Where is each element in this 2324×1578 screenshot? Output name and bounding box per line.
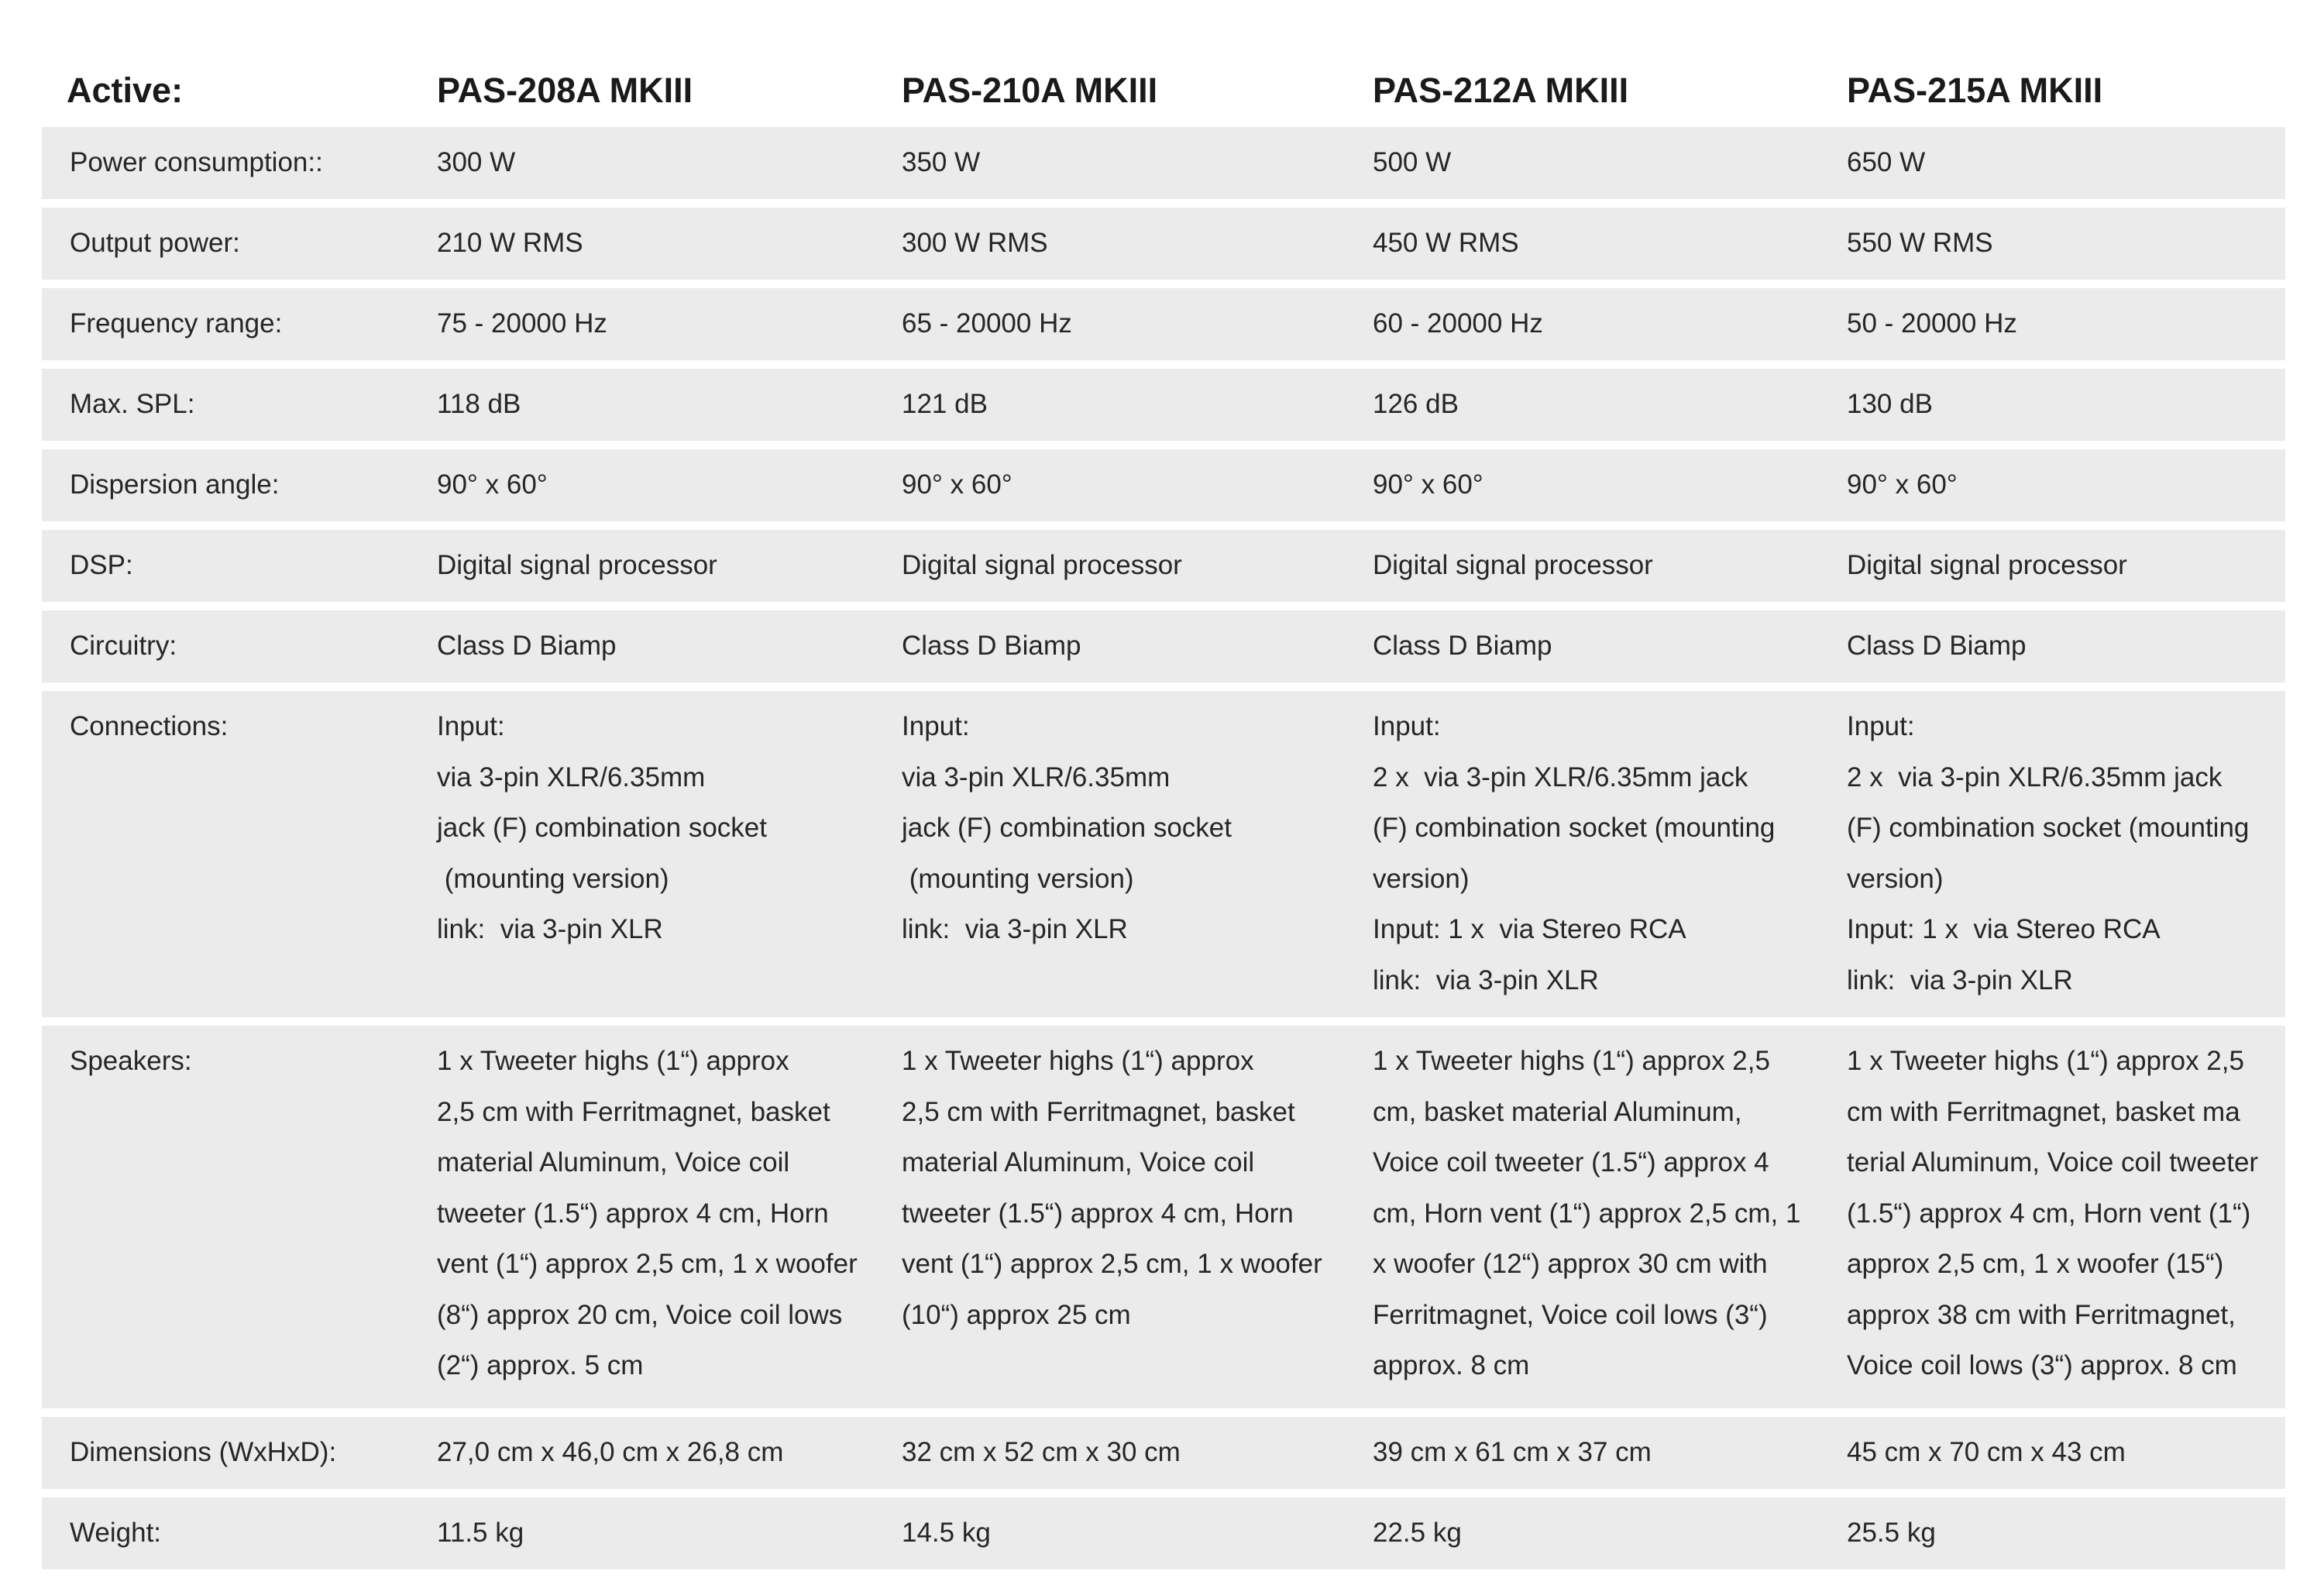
speakers-line: Voice coil tweeter (1.5“) approx 4 xyxy=(1373,1147,1769,1177)
row-label: Speakers: xyxy=(70,1046,192,1076)
speakers-line: material Aluminum, Voice coil xyxy=(437,1147,790,1177)
connections-line: Input: 1 x via Stereo RCA xyxy=(1373,914,1686,944)
speakers-cell xyxy=(1820,1026,2285,1407)
speakers-line: Voice coil lows (3“) approx. 8 cm xyxy=(1847,1350,2237,1380)
connections-line: version) xyxy=(1847,863,1944,894)
header-model-pas-215a: PAS-215A MKIII xyxy=(1847,70,2103,110)
connections-line: Input: 1 x via Stereo RCA xyxy=(1847,914,2161,944)
speakers-line: cm with Ferritmagnet, basket ma xyxy=(1847,1096,2240,1127)
row-value: 126 dB xyxy=(1373,389,1459,419)
speakers-line: approx 2,5 cm, 1 x woofer (15“) xyxy=(1847,1249,2224,1279)
row-value: Class D Biamp xyxy=(1373,631,1552,661)
connections-line: (F) combination socket (mounting xyxy=(1373,813,1776,843)
speakers-line: 1 x Tweeter highs (1“) approx xyxy=(437,1046,789,1076)
row-label: Weight: xyxy=(70,1518,162,1548)
row-value: Digital signal processor xyxy=(1373,550,1653,580)
row-value: 90° x 60° xyxy=(902,469,1012,500)
row-label: DSP: xyxy=(70,550,133,580)
row-label: Power consumption:: xyxy=(70,147,323,177)
speakers-line: approx 38 cm with Ferritmagnet, xyxy=(1847,1299,2236,1330)
speakers-line: Ferritmagnet, Voice coil lows (3“) xyxy=(1373,1299,1768,1330)
row-dimensions xyxy=(42,1417,2285,1489)
connections-line: jack (F) combination socket xyxy=(437,813,767,843)
row-frequency-range xyxy=(42,288,2285,360)
row-value: 75 - 20000 Hz xyxy=(437,308,607,339)
connections-line: Input: xyxy=(902,711,970,741)
speakers-line: x woofer (12“) approx 30 cm with xyxy=(1373,1249,1768,1279)
speakers-line: 1 x Tweeter highs (1“) approx xyxy=(902,1046,1254,1076)
row-value: 90° x 60° xyxy=(1373,469,1483,500)
speakers-line: 2,5 cm with Ferritmagnet, basket xyxy=(437,1096,830,1127)
speakers-line: material Aluminum, Voice coil xyxy=(902,1147,1255,1177)
speakers-line: (2“) approx. 5 cm xyxy=(437,1350,644,1380)
speakers-line: tweeter (1.5“) approx 4 cm, Horn xyxy=(437,1198,829,1229)
row-max-spl xyxy=(42,369,2285,441)
connections-line: version) xyxy=(1373,863,1470,894)
row-value: 300 W RMS xyxy=(902,228,1048,258)
row-circuitry xyxy=(42,610,2285,682)
row-value: 60 - 20000 Hz xyxy=(1373,308,1543,339)
row-value: 300 W xyxy=(437,147,516,177)
connections-line: Input: xyxy=(1373,711,1441,741)
row-label: Dispersion angle: xyxy=(70,469,280,500)
connections-line: 2 x via 3-pin XLR/6.35mm jack xyxy=(1847,761,2223,792)
row-value: 210 W RMS xyxy=(437,228,583,258)
row-value: 450 W RMS xyxy=(1373,228,1519,258)
row-value: 90° x 60° xyxy=(437,469,548,500)
connections-cell xyxy=(1346,691,1820,1021)
row-power-consumption xyxy=(42,127,2285,199)
row-label: Output power: xyxy=(70,228,240,258)
connections-line: link: via 3-pin XLR xyxy=(1847,964,2073,995)
row-value: 14.5 kg xyxy=(902,1518,991,1548)
speakers-cell xyxy=(874,1026,1346,1356)
row-value: Digital signal processor xyxy=(437,550,717,580)
speakers-line: cm, basket material Aluminum, xyxy=(1373,1096,1742,1127)
row-output-power xyxy=(42,208,2285,280)
speakers-line: (8“) approx 20 cm, Voice coil lows xyxy=(437,1299,843,1330)
connections-cell xyxy=(874,691,1346,971)
speakers-line: 1 x Tweeter highs (1“) approx 2,5 xyxy=(1373,1046,1770,1076)
row-value: Class D Biamp xyxy=(902,631,1081,661)
row-value: 500 W xyxy=(1373,147,1452,177)
row-value: Class D Biamp xyxy=(1847,631,2027,661)
row-value: 25.5 kg xyxy=(1847,1518,1936,1548)
row-value: 65 - 20000 Hz xyxy=(902,308,1072,339)
row-value: 45 cm x 70 cm x 43 cm xyxy=(1847,1437,2126,1467)
connections-line: Input: xyxy=(437,711,505,741)
row-label: Frequency range: xyxy=(70,308,283,339)
speakers-line: approx. 8 cm xyxy=(1373,1350,1530,1380)
speakers-line: vent (1“) approx 2,5 cm, 1 x woofer xyxy=(902,1249,1322,1279)
row-label: Circuitry: xyxy=(70,631,177,661)
speakers-line: 2,5 cm with Ferritmagnet, basket xyxy=(902,1096,1295,1127)
connections-line: Input: xyxy=(1847,711,1915,741)
row-value: 130 dB xyxy=(1847,389,1933,419)
spec-table xyxy=(42,54,2285,1578)
row-value: 350 W xyxy=(902,147,981,177)
speakers-line: cm, Horn vent (1“) approx 2,5 cm, 1 xyxy=(1373,1198,1801,1229)
connections-line: jack (F) combination socket xyxy=(902,813,1232,843)
speakers-line: tweeter (1.5“) approx 4 cm, Horn xyxy=(902,1198,1294,1229)
connections-line: 2 x via 3-pin XLR/6.35mm jack xyxy=(1373,761,1748,792)
row-value: 39 cm x 61 cm x 37 cm xyxy=(1373,1437,1652,1467)
speakers-line: (1.5“) approx 4 cm, Horn vent (1“) xyxy=(1847,1198,2251,1229)
row-value: Digital signal processor xyxy=(1847,550,2127,580)
row-value: 650 W xyxy=(1847,147,1926,177)
row-dsp xyxy=(42,530,2285,602)
row-label: Dimensions (WxHxD): xyxy=(70,1437,337,1467)
connections-line: link: via 3-pin XLR xyxy=(902,914,1128,944)
row-value: 22.5 kg xyxy=(1373,1518,1462,1548)
row-label: Connections: xyxy=(70,711,229,741)
connections-line: via 3-pin XLR/6.35mm xyxy=(437,761,706,792)
connections-cell xyxy=(1820,691,2285,1021)
connections-line: via 3-pin XLR/6.35mm xyxy=(902,761,1171,792)
row-connections xyxy=(42,691,2285,1017)
header-model-pas-208a: PAS-208A MKIII xyxy=(437,70,693,110)
row-value: 32 cm x 52 cm x 30 cm xyxy=(902,1437,1181,1467)
header-model-pas-210a: PAS-210A MKIII xyxy=(902,70,1158,110)
row-value: Digital signal processor xyxy=(902,550,1182,580)
connections-line: (F) combination socket (mounting xyxy=(1847,813,2250,843)
speakers-line: (10“) approx 25 cm xyxy=(902,1299,1131,1330)
connections-cell xyxy=(409,691,874,971)
row-label: Max. SPL: xyxy=(70,389,195,419)
row-value: 121 dB xyxy=(902,389,988,419)
row-value: 550 W RMS xyxy=(1847,228,1993,258)
row-dispersion-angle xyxy=(42,449,2285,521)
table-header-row xyxy=(42,54,2285,127)
row-speakers xyxy=(42,1026,2285,1408)
row-value: Class D Biamp xyxy=(437,631,617,661)
speakers-line: terial Aluminum, Voice coil tweeter xyxy=(1847,1147,2259,1177)
header-label: Active: xyxy=(67,70,184,110)
speakers-line: 1 x Tweeter highs (1“) approx 2,5 xyxy=(1847,1046,2244,1076)
speakers-cell xyxy=(1346,1026,1820,1407)
row-value: 118 dB xyxy=(437,389,521,419)
connections-line: link: via 3-pin XLR xyxy=(437,914,663,944)
connections-line: (mounting version) xyxy=(437,863,669,894)
row-value: 50 - 20000 Hz xyxy=(1847,308,2017,339)
speakers-line: vent (1“) approx 2,5 cm, 1 x woofer xyxy=(437,1249,858,1279)
row-value: 11.5 kg xyxy=(437,1518,524,1548)
speakers-cell xyxy=(409,1026,874,1407)
row-weight xyxy=(42,1497,2285,1569)
row-value: 27,0 cm x 46,0 cm x 26,8 cm xyxy=(437,1437,784,1467)
header-model-pas-212a: PAS-212A MKIII xyxy=(1373,70,1629,110)
connections-line: (mounting version) xyxy=(902,863,1134,894)
row-value: 90° x 60° xyxy=(1847,469,1958,500)
connections-line: link: via 3-pin XLR xyxy=(1373,964,1599,995)
